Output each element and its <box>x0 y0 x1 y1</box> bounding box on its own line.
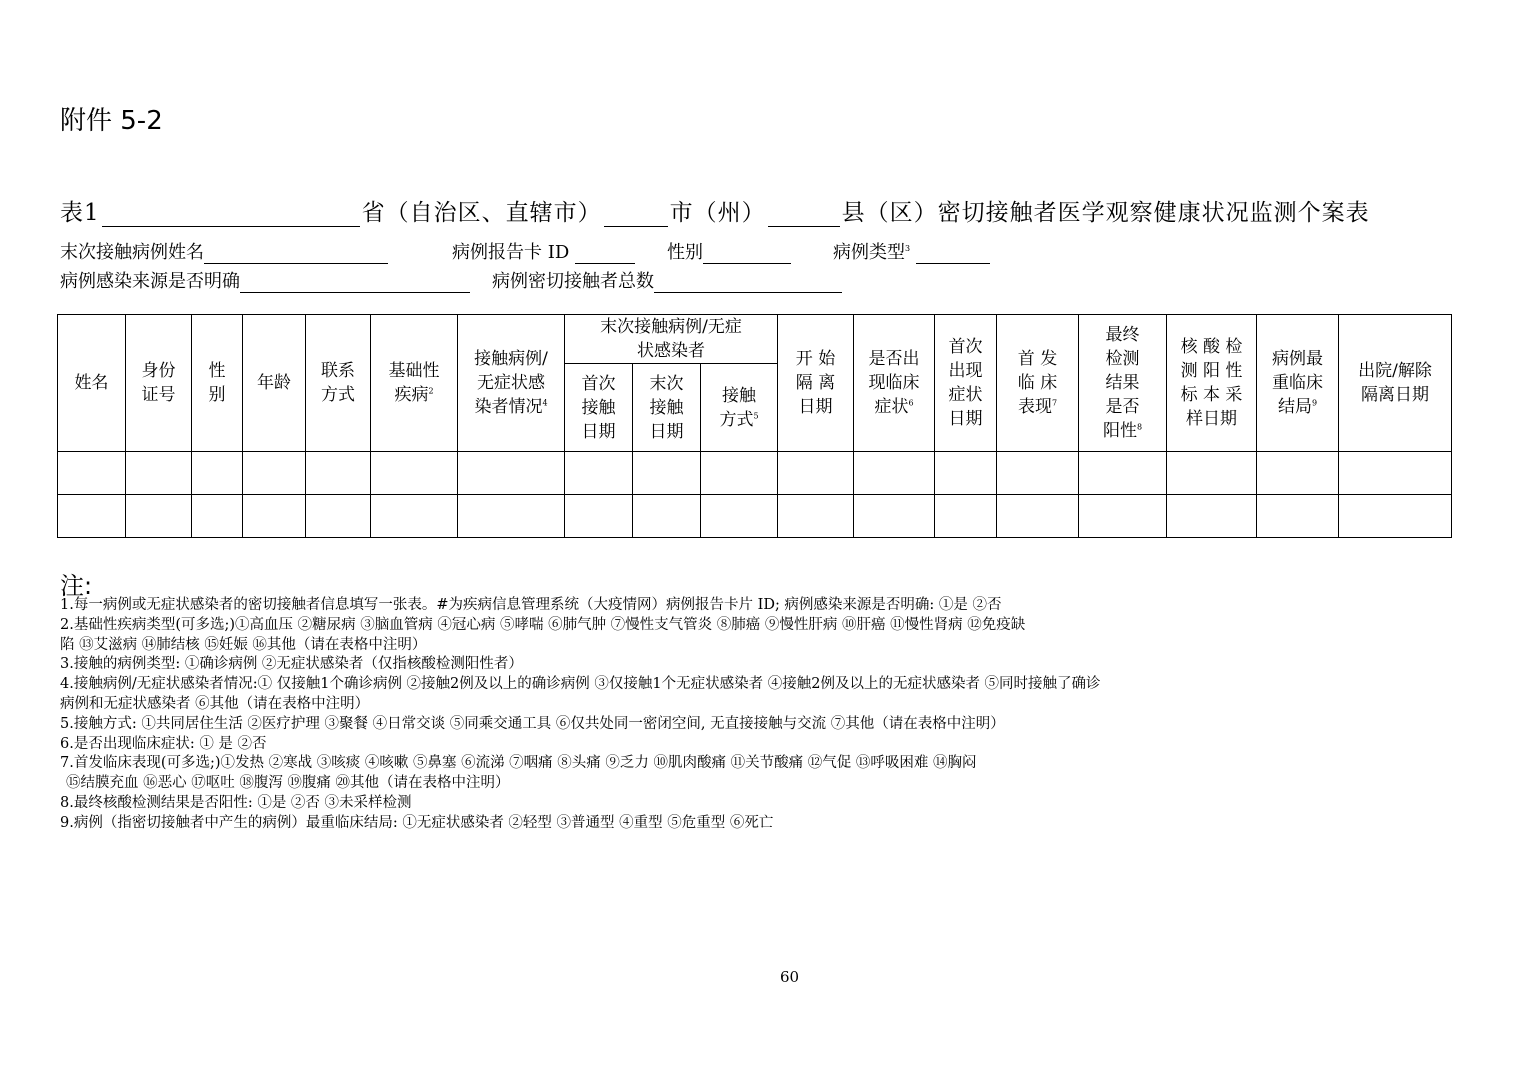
report-card-id-field[interactable] <box>575 245 635 264</box>
table-cell[interactable] <box>192 495 243 538</box>
table-cell[interactable] <box>1257 495 1339 538</box>
title-prefix: 表1 <box>60 200 100 226</box>
note-1: 1.每一病例或无症状感染者的密切接触者信息填写一张表。#为疾病信息管理系统（大疫情网）病例报告卡片 ID; 病例感染来源是否明确: ①是 ②否 <box>60 597 1002 613</box>
table-cell[interactable] <box>371 452 458 495</box>
note-7-cont: ⑮结膜充血 ⑯恶心 ⑰呕吐 ⑱腹泻 ⑲腹痛 ⑳其他（请在表格中注明） <box>66 775 510 792</box>
header-severe-outcome: 病例最 重临床 结局$^9$ <box>1257 315 1339 452</box>
table-cell[interactable] <box>701 495 778 538</box>
attachment-label: 附件 5-2 <box>60 106 163 136</box>
header-clinical-symptoms: 是否出 现临床 症状$^6$ <box>854 315 935 452</box>
case-type-field[interactable] <box>916 245 990 264</box>
gender-field[interactable] <box>703 245 791 264</box>
page-number: 60 <box>780 968 800 986</box>
header-id-number: 身份 证号 <box>126 315 192 452</box>
table-cell[interactable] <box>192 452 243 495</box>
case-type-label: 病例类型 <box>833 242 905 263</box>
source-clear-label: 病例感染来源是否明确 <box>60 271 240 292</box>
table-cell[interactable] <box>58 495 126 538</box>
table-row <box>58 495 1452 538</box>
table-cell[interactable] <box>306 452 371 495</box>
city-blank[interactable] <box>604 202 668 227</box>
table-cell[interactable] <box>778 495 854 538</box>
header-sex: 性 别 <box>192 315 243 452</box>
table-cell[interactable] <box>126 495 192 538</box>
table-cell[interactable] <box>633 495 701 538</box>
last-contact-name-label: 末次接触病例姓名 <box>60 242 204 263</box>
header-isolation-start: 开 始 隔 离 日期 <box>778 315 854 452</box>
header-discharge-date: 出院/解除 隔离日期 <box>1339 315 1452 452</box>
table-cell[interactable] <box>778 452 854 495</box>
note-6: 6.是否出现临床症状: ① 是 ②否 <box>60 735 267 752</box>
table-cell[interactable] <box>371 495 458 538</box>
case-type-footnote: 3 <box>905 244 911 253</box>
table-cell[interactable] <box>306 495 371 538</box>
header-age: 年龄 <box>243 315 306 452</box>
table-cell[interactable] <box>997 452 1079 495</box>
note-2-cont: 陷 ⑬艾滋病 ⑭肺结核 ⑮妊娠 ⑯其他（请在表格中注明） <box>60 636 427 653</box>
gender-label: 性别 <box>667 242 703 263</box>
table-cell[interactable] <box>243 495 306 538</box>
meta-row-2 <box>60 267 842 293</box>
header-onset-manifestation: 首 发 临 床 表现$^7$ <box>997 315 1079 452</box>
table-cell[interactable] <box>1339 495 1452 538</box>
table-row <box>58 452 1452 495</box>
table-cell[interactable] <box>633 452 701 495</box>
table-cell[interactable] <box>1079 452 1167 495</box>
header-contact-situation: 接触病例/ 无症状感 染者情况$^4$ <box>458 315 565 452</box>
total-contacts-label: 病例密切接触者总数 <box>492 271 654 292</box>
header-contact-info: 联系 方式 <box>306 315 371 452</box>
header-last-contact-date: 末次 接触 日期 <box>633 364 701 452</box>
table-cell[interactable] <box>58 452 126 495</box>
source-clear-field[interactable] <box>240 274 470 293</box>
county-blank[interactable] <box>768 202 840 227</box>
table-cell[interactable] <box>997 495 1079 538</box>
table-cell[interactable] <box>1257 452 1339 495</box>
last-contact-name-field[interactable] <box>204 245 388 264</box>
header-last-contact-group: 末次接触病例/无症 状感染者 <box>565 315 778 364</box>
header-contact-mode: 接触 方式$^5$ <box>701 364 778 452</box>
note-7: 7.首发临床表现(可多选;)①发热 ②寒战 ③咳痰 ④咳嗽 ⑤鼻塞 ⑥流涕 ⑦咽痛 ⑧头痛 ⑨乏力 ⑩肌肉酸痛 ⑪关节酸痛 ⑫气促 ⑬呼吸困难 ⑭胸闷 <box>60 755 977 772</box>
table-cell[interactable] <box>935 452 997 495</box>
notes-title: 注: <box>60 572 93 600</box>
title-county: 县（区）密切接触者医学观察健康状况监测个案表 <box>841 200 1370 226</box>
note-2: 2.基础性疾病类型(可多选;)①高血压 ②糖尿病 ③脑血管病 ④冠心病 ⑤哮喘 ⑥肺气肿 ⑦慢性支气管炎 ⑧肺癌 ⑨慢性肝病 ⑩肝癌 ⑪慢性肾病 ⑫免疫缺 <box>60 616 1026 633</box>
table-cell[interactable] <box>126 452 192 495</box>
note-9: 9.病例（指密切接触者中产生的病例）最重临床结局: ①无症状感染者 ②轻型 ③普通型 ④重型 ⑤危重型 ⑥死亡 <box>60 814 774 831</box>
table-cell[interactable] <box>854 452 935 495</box>
notes-list <box>60 596 1400 834</box>
note-5: 5.接触方式: ①共同居住生活 ②医疗护理 ③聚餐 ④日常交谈 ⑤同乘交通工具 ⑥仅共处同一密闭空间, 无直接接触与交流 ⑦其他（请在表格中注明） <box>60 715 1005 732</box>
note-8: 8.最终核酸检测结果是否阳性: ①是 ②否 ③未采样检测 <box>60 794 412 811</box>
table-cell[interactable] <box>565 452 633 495</box>
header-first-symptom-date: 首次 出现 症状 日期 <box>935 315 997 452</box>
header-final-test-positive: 最终 检测 结果 是否 阳性$^8$ <box>1079 315 1167 452</box>
header-underlying-disease: 基础性 疾病$^2$ <box>371 315 458 452</box>
table-cell[interactable] <box>1167 452 1257 495</box>
table-cell[interactable] <box>1167 495 1257 538</box>
table-cell[interactable] <box>1079 495 1167 538</box>
note-4: 4.接触病例/无症状感染者情况:① 仅接触1个确诊病例 ②接触2例及以上的确诊病例 ③仅接触1个无症状感染者 ④接触2例及以上的无症状感染者 ⑤同时接触了确诊 <box>60 676 1101 693</box>
report-card-id-label: 病例报告卡 ID <box>452 242 570 263</box>
total-contacts-field[interactable] <box>654 274 842 293</box>
header-name: 姓名 <box>58 315 126 452</box>
meta-row-1 <box>60 238 990 264</box>
table-cell[interactable] <box>854 495 935 538</box>
table-cell[interactable] <box>243 452 306 495</box>
table-cell[interactable] <box>565 495 633 538</box>
header-sample-date: 核 酸 检 测 阳 性 标 本 采 样日期 <box>1167 315 1257 452</box>
monitoring-table <box>57 314 1452 538</box>
province-blank[interactable] <box>102 202 360 227</box>
table-cell[interactable] <box>458 495 565 538</box>
table-cell[interactable] <box>1339 452 1452 495</box>
table-cell[interactable] <box>458 452 565 495</box>
title-city: 市（州） <box>669 200 766 226</box>
table-cell[interactable] <box>935 495 997 538</box>
title-province: 省（自治区、直辖市） <box>361 200 602 226</box>
note-3: 3.接触的病例类型: ①确诊病例 ②无症状感染者（仅指核酸检测阳性者） <box>60 656 523 673</box>
form-title <box>60 194 1370 227</box>
note-4-cont: 病例和无症状感染者 ⑥其他（请在表格中注明） <box>60 695 370 712</box>
header-first-contact-date: 首次 接触 日期 <box>565 364 633 452</box>
table-cell[interactable] <box>701 452 778 495</box>
